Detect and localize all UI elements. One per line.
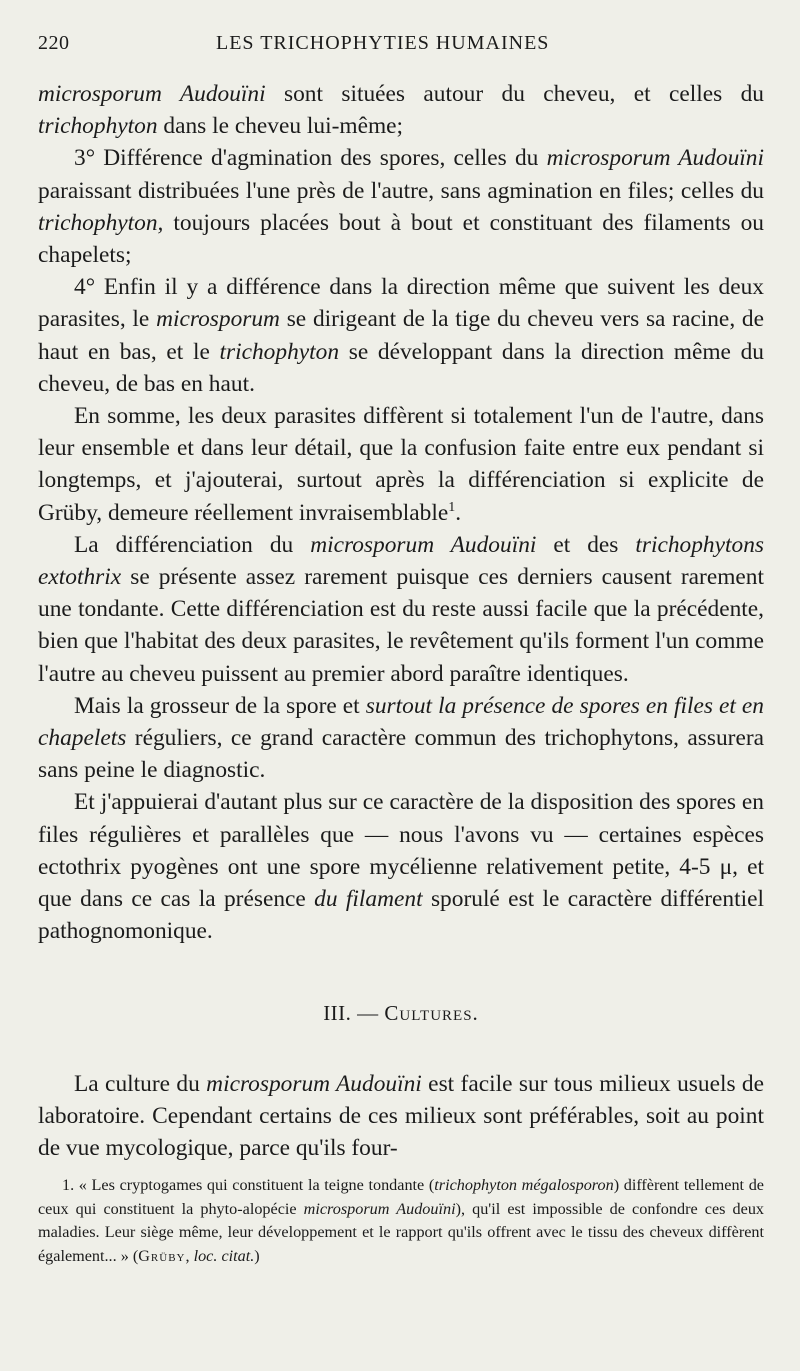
italic-term: microsporum Audouïni [206,1070,422,1097]
page-header [38,30,764,62]
text-run: sporulé est le caractère différentiel pathognomonique. [38,886,764,945]
paragraph-5 [38,529,764,690]
section-number: III. — [323,1001,379,1026]
text-run: La différenciation du [74,531,311,558]
text-run: ), qu'il est impossible de confondre ces deux maladies. Leur siège même, leur développement et le rapport qu'ils offrent avec le tissu des cheveux diffèrent également... » ( [38,1199,765,1265]
text-run: 1. « Les cryptogames qui constituent la teigne tondante ( [62,1176,435,1195]
text-run: est facile sur tous milieux usuels de laboratoire. Cependant certains de ces milieux sont préférables, soit au point de vue mycologique, parce qu'ils four- [38,1070,765,1162]
paragraph-8 [38,1068,764,1165]
italic-term: microsporum Audouïni [38,81,266,107]
italic-term: trichophyton, [38,209,164,236]
page [38,30,764,1350]
text-run: La culture du [74,1070,207,1097]
running-head: LES TRICHOPHYTIES HUMAINES [216,32,550,54]
text-run: . [455,499,462,526]
paragraph-1 [38,78,764,142]
paragraph-4 [38,400,764,529]
footnote [38,1174,764,1268]
paragraph-7 [38,786,764,947]
italic-term: microsporum [156,306,280,333]
footnote-reference: 1 [448,499,456,515]
text-run: En somme, les deux parasites diffèrent si totalement l'un de l'autre, dans leur ensemble et dans leur détail, que la confusion faite entre eux pendant si longtemps, et j'ajouterai, surtout après la différenciation si explicite de Grüby, demeure réellement invraisemblable [38,403,764,526]
italic-term: microsporum Audouïni [310,531,537,558]
italic-term: du filament [314,886,423,913]
italic-term: microsporum Audouïni [303,1199,456,1218]
section-title: Cultures. [384,1001,479,1026]
text-run: se dirigeant de la tige du cheveu vers sa racine, de haut en bas, et le [38,306,764,365]
text-run: , [185,1246,194,1265]
italic-term: surtout la présence de spores en files et en chapelets [38,692,764,752]
italic-term: trichophyton [38,113,158,140]
text-run: ) [254,1246,260,1265]
text-run: se présente assez rarement puisque ces derniers causent rarement une tondante. Cette différenciation est du reste aussi facile que la précédente, bien que l'habitat des deux parasites, le revêtement qu'ils forment l'un comme l'autre au cheveu puissent au premier abord paraître identiques. [38,564,764,687]
italic-term: microsporum Audouïni [546,145,764,172]
italic-term: trichophyton mégalosporon [434,1176,614,1195]
text-run: Et j'appuierai d'autant plus sur ce caractère de la disposition des spores en files régulières et parallèles que — nous l'avons vu — certaines espèces ectothrix pyogènes ont une spore mycélienne relativement petite, 4-5 μ, et que dans ce cas la présence [38,789,764,913]
page-number: 220 [38,32,70,54]
italic-term: trichophytons extothrix [38,531,764,591]
citation: loc. citat. [193,1246,255,1265]
paragraph-6 [38,690,764,787]
text-run: paraissant distribuées l'une près de l'autre, sans agmination en files; celles du [38,177,764,204]
text-run: ) diffèrent tellement de ceux qui constituent la phyto-alopécie [38,1176,764,1218]
text-run: 3° Différence d'agmination des spores, celles du [74,145,547,172]
paragraph-2 [38,142,764,271]
text-run: 4° Enfin il y a différence dans la direction même que suivent les deux parasites, le [38,274,764,333]
section-heading [38,997,764,1029]
text-run: réguliers, ce grand caractère commun des trichophytons, assurera sans peine le diagnostic. [38,725,764,784]
body-text [38,78,764,1164]
italic-term: trichophyton [219,338,340,365]
footnote-text [38,1174,764,1268]
text-run: dans le cheveu lui-même; [157,113,404,140]
text-run: toujours placées bout à bout et constituant des filaments ou chapelets; [38,209,764,269]
text-run: se développant dans la direction même du cheveu, de bas en haut. [38,338,764,397]
text-run: sont situées autour du cheveu, et celles du [265,81,764,107]
text-run: Mais la grosseur de la spore et [74,692,366,719]
text-run: et des [536,531,636,558]
paragraph-3 [38,271,764,400]
author-name: Grüby [138,1246,186,1265]
